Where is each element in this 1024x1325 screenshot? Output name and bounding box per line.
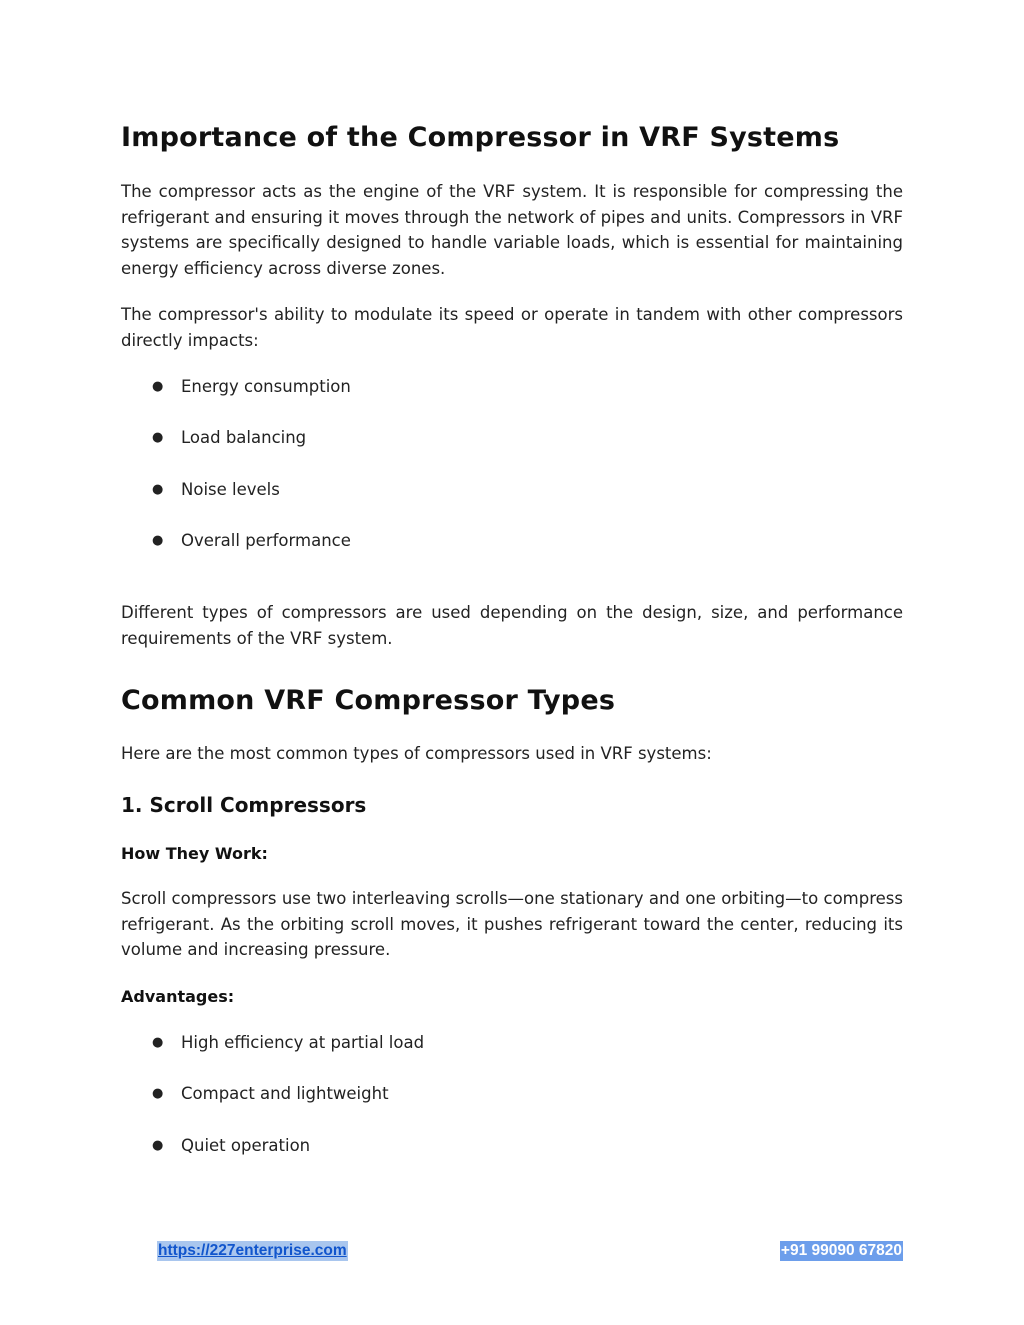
paragraph-common-types-intro: Here are the most common types of compressors used in VRF systems: [121,744,712,763]
paragraph-compressor-types-intro: Different types of compressors are used depending on the design, size, and performance requirements of the VRF system. [121,603,903,648]
paragraph-compressor-role: The compressor acts as the engine of the VRF system. It is responsible for compressing the refrigerant and ensuring it moves through the network of pipes and units. Compressors in VRF systems are specifically designed to handle variable loads, which is essential for maintaining energy efficiency across diverse zones. [121,182,903,279]
advantages-heading: Advantages: [121,987,235,1006]
paragraph-compressor-modulation: The compressor's ability to modulate its speed or operate in tandem with other compressors directly impacts: [121,305,903,350]
bullet-icon: ● [152,379,164,394]
bullet-icon: ● [152,1138,164,1153]
list-item: ● Energy consumption [121,374,903,399]
bullet-icon: ● [152,430,164,445]
advantages-list-2 [121,1081,903,1106]
section-title-compressor-importance: Importance of the Compressor in VRF Systems [121,122,840,153]
list-item: ● Quiet operation [121,1133,903,1158]
footer-phone-number[interactable]: +91 99090 67820 [780,1242,902,1259]
footer-website-link[interactable]: https://227enterprise.com [158,1242,347,1259]
advantages-list [121,1030,903,1055]
bullet-icon: ● [152,482,164,497]
impact-list-4 [121,528,903,553]
list-item: ● High efficiency at partial load [121,1030,903,1055]
list-item: ● Load balancing [121,425,903,450]
bullet-icon: ● [152,533,164,548]
section-title-common-types: Common VRF Compressor Types [121,685,616,716]
list-item: ● Noise levels [121,477,903,502]
impact-list-2 [121,425,903,450]
bullet-icon: ● [152,1035,164,1050]
list-item: ● Compact and lightweight [121,1081,903,1106]
advantages-list-3 [121,1133,903,1158]
paragraph-scroll-how: Scroll compressors use two interleaving scrolls—one stationary and one orbiting—to compress refrigerant. As the orbiting scroll moves, it pushes refrigerant toward the center, reducing its volume and increasing pressure. [121,889,903,960]
impact-list-3 [121,477,903,502]
how-they-work-heading: How They Work: [121,844,268,863]
list-item: ● Overall performance [121,528,903,553]
impact-list [121,374,903,399]
subsection-title-scroll: 1. Scroll Compressors [121,793,367,817]
bullet-icon: ● [152,1086,164,1101]
